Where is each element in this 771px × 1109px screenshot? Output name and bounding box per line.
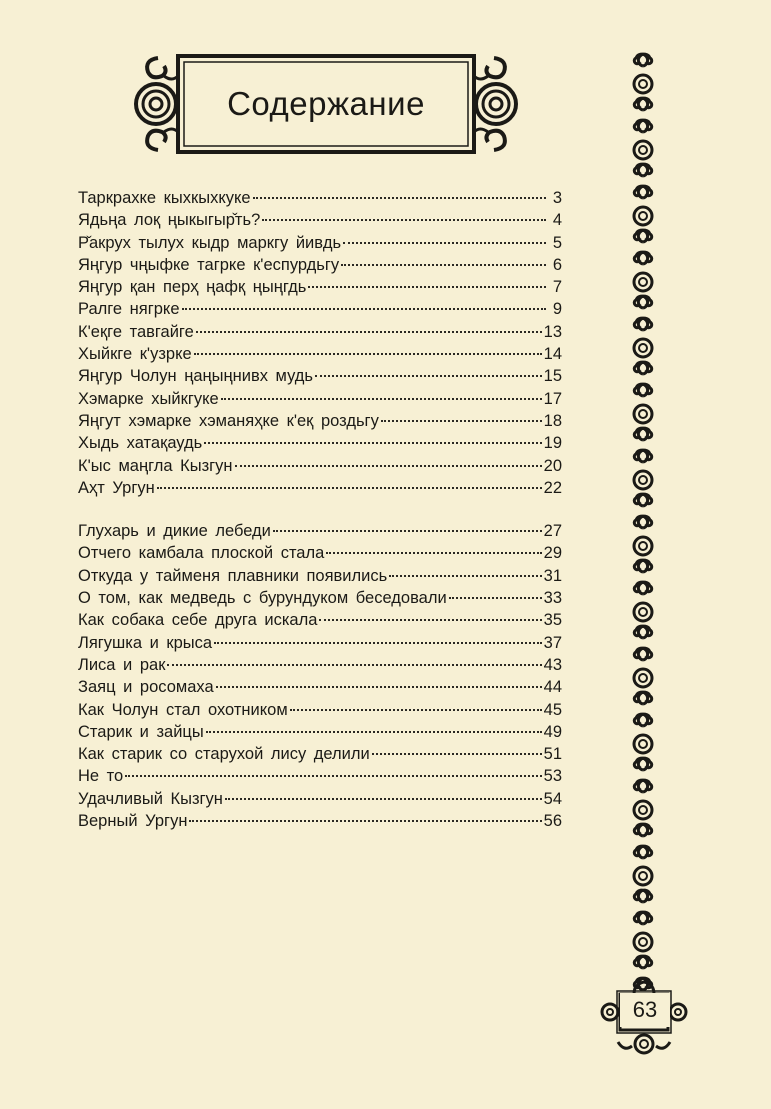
toc-entry: [78, 788, 562, 810]
toc-entry-title: Откуда у тайменя плавники появились: [78, 566, 388, 585]
dot-leader: [167, 664, 541, 666]
toc-entry-page: 37: [543, 633, 562, 652]
dot-leader: [206, 731, 542, 733]
dot-leader: [189, 820, 541, 822]
toc-entry-page: 22: [543, 478, 562, 497]
toc-entry-page: 35: [543, 611, 562, 630]
toc-entry-page: 29: [543, 544, 562, 563]
toc-entry: [78, 587, 562, 609]
toc-entry-page: 7: [552, 278, 562, 297]
toc-entry-title: О том, как медведь с бурундуком беседовали: [78, 589, 447, 608]
toc-entry: [78, 632, 562, 654]
toc-entry-title: Как старик со старухой лису делили: [78, 745, 370, 764]
dot-leader: [326, 552, 541, 554]
toc-entry: [78, 654, 562, 676]
toc-entry-title: Глухарь и дикие лебеди: [78, 522, 271, 541]
dot-leader: [381, 420, 542, 422]
toc-entry-title: Как собака себе друга искала: [78, 611, 318, 630]
toc-entry-page: 49: [543, 722, 562, 741]
dot-leader: [319, 619, 541, 621]
toc-entry: [78, 765, 562, 787]
dot-leader: [290, 709, 542, 711]
toc-entry-page: 18: [543, 411, 562, 430]
toc-entry: [78, 365, 562, 387]
toc-entry-title: Хэмарке хыйкгуке: [78, 389, 219, 408]
ornamental-border-icon: [626, 52, 660, 1007]
toc-entry-page: 4: [552, 211, 562, 230]
dot-leader: [308, 286, 546, 288]
dot-leader: [341, 264, 546, 266]
toc-entry: [78, 609, 562, 631]
toc-entry-title: Ядьңа лоқ ңыкыгыр̌ть?: [78, 211, 261, 230]
toc-entry-page: 56: [543, 812, 562, 831]
page-number: 63: [620, 993, 670, 1027]
toc-entry: [78, 432, 562, 454]
toc-entry-page: 3: [552, 189, 562, 207]
toc-entry: [78, 343, 562, 365]
dot-leader: [372, 753, 542, 755]
toc-entry: [78, 388, 562, 410]
dot-leader: [389, 575, 541, 577]
page-title: Содержание: [227, 85, 425, 122]
dot-leader: [273, 530, 542, 532]
toc-entry-page: 19: [543, 434, 562, 453]
dot-leader: [125, 775, 541, 777]
toc-entry-page: 27: [543, 522, 562, 541]
dot-leader: [315, 375, 542, 377]
table-of-contents: [78, 187, 562, 832]
toc-entry-title: Верный Ургун: [78, 812, 188, 831]
toc-entry-title: Яңгур чңыфке тагрке к'еспурдьгу: [78, 255, 340, 274]
toc-entry-page: 31: [543, 566, 562, 585]
dot-leader: [204, 442, 541, 444]
toc-entry-title: Как Чолун стал охотником: [78, 700, 288, 719]
toc-entry: [78, 321, 562, 343]
toc-entry-title: К'еқге тавгайге: [78, 322, 194, 341]
toc-entry: [78, 676, 562, 698]
toc-entry-page: 51: [543, 745, 562, 764]
toc-entry-page: 44: [543, 678, 562, 697]
dot-leader: [182, 308, 546, 310]
toc-entry-title: Не то: [78, 767, 124, 786]
toc-entry: [78, 810, 562, 832]
toc-entry-page: 17: [543, 389, 562, 408]
dot-leader: [157, 487, 542, 489]
toc-entry-title: Старик и зайцы: [78, 722, 204, 741]
toc-entry-title: Аҳт Ургун: [78, 478, 155, 497]
toc-entry-page: 9: [552, 300, 562, 319]
toc-entry: [78, 520, 562, 542]
dot-leader: [194, 353, 542, 355]
toc-entry-title: Хыдь хатақаудь: [78, 434, 203, 453]
title-cartouche: [128, 50, 524, 158]
toc-entry: [78, 699, 562, 721]
dot-leader: [196, 331, 542, 333]
toc-entry-title: Лягушка и крыса: [78, 633, 213, 652]
toc-entry: [78, 209, 562, 231]
toc-entry: [78, 187, 562, 209]
toc-entry-title: Яңгур қан перҳ ңафқ ңыңгдь: [78, 278, 307, 297]
dot-leader: [262, 219, 546, 221]
dot-leader: [216, 686, 542, 688]
toc-entry: [78, 542, 562, 564]
toc-entry: [78, 232, 562, 254]
toc-entry: [78, 298, 562, 320]
dot-leader: [235, 465, 542, 467]
toc-entry-title: К'ыс маңгла Кызгун: [78, 456, 233, 475]
dot-leader: [214, 642, 542, 644]
toc-entry: [78, 565, 562, 587]
toc-entry: [78, 455, 562, 477]
toc-entry-page: 43: [543, 655, 562, 674]
toc-entry-page: 5: [552, 233, 562, 252]
toc-entry-page: 15: [543, 367, 562, 386]
toc-entry: [78, 254, 562, 276]
toc-entry-page: 6: [552, 255, 562, 274]
toc-entry-title: Заяц и росомаха: [78, 678, 214, 697]
toc-entry-title: Хыйкге к'узрке: [78, 345, 192, 364]
toc-entry: [78, 721, 562, 743]
toc-entry-page: 13: [543, 322, 562, 341]
toc-entry-page: 33: [543, 589, 562, 608]
toc-entry-title: Удачливый Кызгун: [78, 789, 223, 808]
dot-leader: [449, 597, 542, 599]
dot-leader: [253, 197, 546, 199]
toc-entry-page: 54: [543, 789, 562, 808]
toc-section-nivkh: [78, 187, 562, 499]
toc-section-russian: [78, 520, 562, 832]
toc-entry-page: 53: [543, 767, 562, 786]
toc-entry-title: Отчего камбала плоской стала: [78, 544, 325, 563]
toc-entry: [78, 743, 562, 765]
toc-entry-page: 14: [543, 345, 562, 364]
dot-leader: [221, 398, 542, 400]
dot-leader: [343, 242, 546, 244]
toc-entry: [78, 477, 562, 499]
toc-entry-title: Таркрахке кыхкыхкуке: [78, 189, 251, 207]
toc-entry-title: Яңгут хэмарке хэманяҳке к'еқ роздьгу: [78, 411, 379, 430]
toc-entry-title: Р̌акрух тылух кыдр маркгу йивдь: [78, 233, 342, 252]
toc-entry-page: 20: [543, 456, 562, 475]
dot-leader: [225, 798, 542, 800]
toc-entry-title: Лиса и рак: [78, 655, 166, 674]
toc-entry: [78, 410, 562, 432]
toc-entry-title: Ралге нягрке: [78, 300, 180, 319]
toc-entry-page: 45: [543, 700, 562, 719]
toc-entry: [78, 276, 562, 298]
toc-entry-title: Яңгур Чолун ңаңыңнивх мудь: [78, 367, 314, 386]
